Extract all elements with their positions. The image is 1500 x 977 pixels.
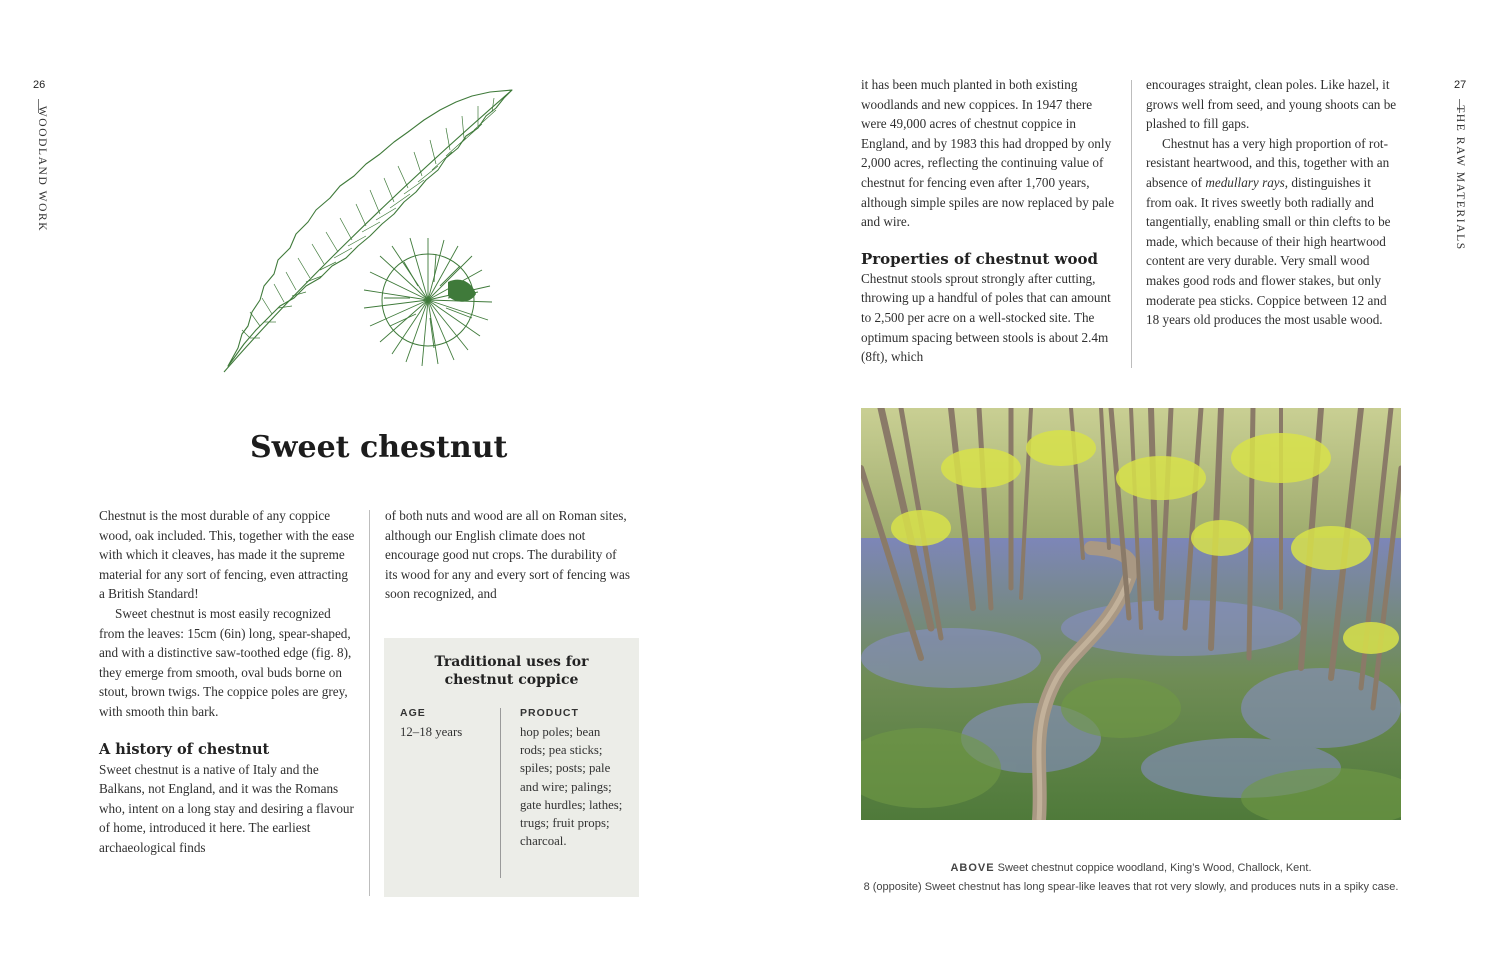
chestnut-husk bbox=[364, 238, 492, 366]
woodland-photo bbox=[861, 408, 1401, 820]
left-column-1 bbox=[99, 506, 355, 858]
page-number-right: 27 bbox=[1454, 79, 1467, 91]
traditional-uses-box bbox=[384, 638, 639, 897]
section-heading: Properties of chestnut wood bbox=[861, 249, 1098, 268]
paragraph: of both nuts and wood are all on Roman sites, although our English climate does not encourage good nut crops. The durability of its wood for any and every sort of fencing was soon recognized, and bbox=[385, 508, 630, 602]
page-title: Sweet chestnut bbox=[250, 430, 508, 465]
left-column-2 bbox=[385, 506, 631, 604]
chestnut-leaf-midrib bbox=[224, 90, 512, 372]
box-title: Traditional uses for chestnut coppice bbox=[434, 654, 589, 688]
box-divider bbox=[500, 708, 501, 878]
section-heading: A history of chestnut bbox=[99, 740, 270, 758]
paragraph: Chestnut stools sprout strongly after cutting, throwing up a handful of poles that can amount to 2,500 per acre on a well-stocked site. The optimum spacing between stools is about 2.4m (8ft), which bbox=[861, 270, 1111, 365]
paragraph: Sweet chestnut is a native of Italy and the Balkans, not England, and it was the Romans who, intent on a long stay and desiring a flavour of home, introduced it here. The earliest archaeological finds bbox=[99, 761, 354, 855]
paragraph: encourages straight, clean poles. Like hazel, it grows well from seed, and young shoots can be plashed to fill gaps. bbox=[1146, 77, 1397, 132]
running-head-right: THE RAW MATERIALS bbox=[1454, 105, 1466, 251]
page-number-left: 26 bbox=[33, 79, 46, 91]
chestnut-leaf-and-nut-illustration bbox=[220, 86, 520, 378]
paragraph: Chestnut is the most durable of any coppice wood, oak included. This, together with the ease with which it cleaves, has made it the supreme material for any sort of fencing, even attracting a British Standard! bbox=[99, 508, 355, 602]
running-head-left: WOODLAND WORK bbox=[36, 105, 48, 233]
right-column-1 bbox=[861, 75, 1119, 367]
paragraph: it has been much planted in both existing woodlands and new coppices. In 1947 there were 49,000 acres of chestnut coppice in England, and by 1983 this had dropped by only 2,000 acres, reflecting the continuing value of chestnut for fencing even after 1,700 years, although simple spiles are now replaced by pale and wire. bbox=[861, 77, 1115, 230]
right-column-2 bbox=[1146, 75, 1398, 330]
column-rule bbox=[1131, 80, 1132, 368]
paragraph: Chestnut has a very high proportion of rot-resistant heartwood, and this, together with an absence of medullary rays, distinguishes it from oak. It rives sweetly both radially and tangentially, enabling small or thin clefts to be made, which because of their high heartwood content are very durable. Very small wood makes good rods and flower stakes, but only moderate pea sticks. Coppice between 12 and 18 years old produces the most usable wood. bbox=[1146, 135, 1391, 328]
column-rule bbox=[369, 510, 370, 896]
chestnut-nut bbox=[448, 280, 476, 302]
photo-caption-line-2: 8 (opposite) Sweet chestnut has long spear-like leaves that rot very slowly, and produces nuts in a spiky case. bbox=[863, 881, 1399, 893]
photo-caption-line-1: ABOVE Sweet chestnut coppice woodland, King’s Wood, Challock, Kent. bbox=[950, 862, 1312, 874]
paragraph: Sweet chestnut is most easily recognized from the leaves: 15cm (6in) long, spear-shaped, and with a distinctive saw-toothed edge (fig. 8), they emerge from smooth, oval buds borne on stout, brown twigs. The coppice poles are grey, with smooth thin bark. bbox=[99, 605, 352, 719]
age-value: 12–18 years bbox=[400, 725, 463, 739]
chestnut-leaf-outline bbox=[228, 90, 512, 366]
product-value: hop poles; bean rods; pea sticks; spiles; posts; pale and wire; palings; gate hurdles; lathes; trugs; fruit props; charcoal. bbox=[520, 725, 623, 849]
product-column-header: PRODUCT bbox=[520, 707, 579, 719]
age-column-header: AGE bbox=[400, 707, 426, 719]
